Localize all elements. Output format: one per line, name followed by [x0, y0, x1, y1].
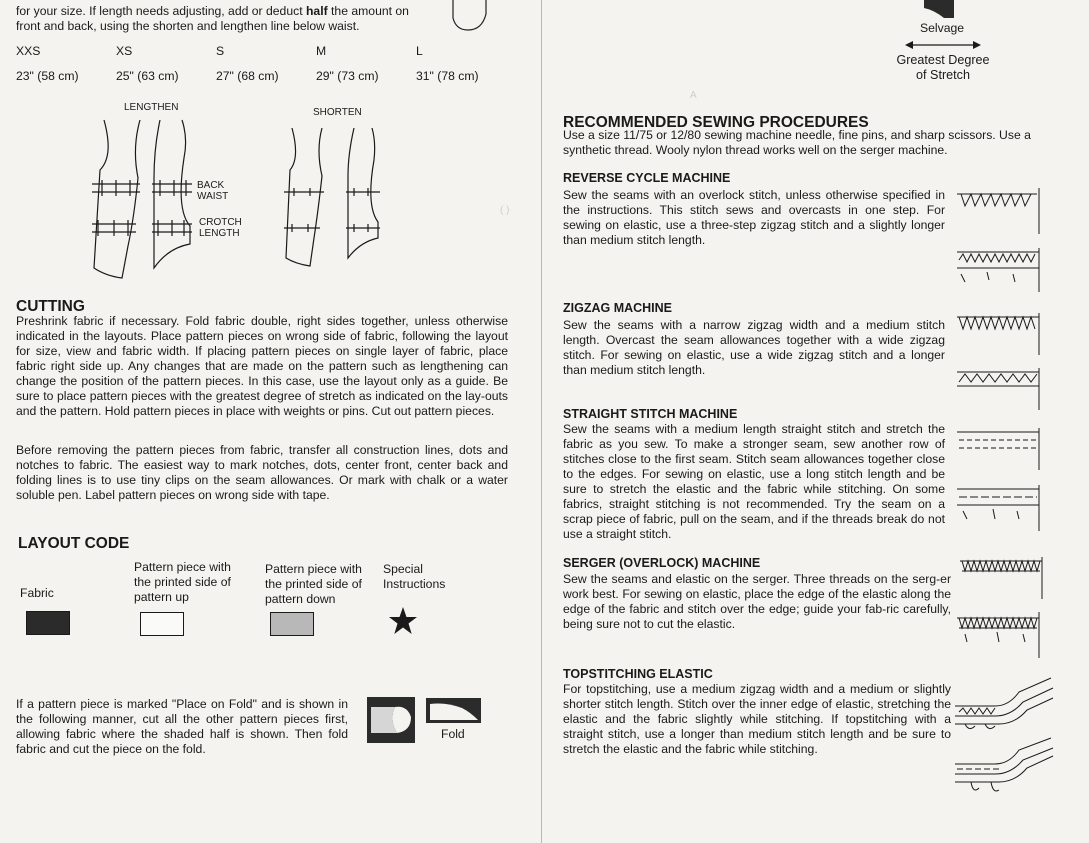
shorten-diagram: [280, 126, 400, 276]
length-xs: 25" (63 cm): [116, 69, 179, 83]
size-xxs: XXS: [16, 44, 41, 58]
size-s: S: [216, 44, 225, 58]
straight-stitch-heading: STRAIGHT STITCH MACHINE: [563, 407, 738, 421]
place-on-fold-diagram: [367, 697, 417, 745]
printed-down-swatch: [270, 612, 314, 636]
lengthen-label: LENGTHEN: [124, 102, 179, 113]
star-icon: [388, 606, 418, 636]
crotch-length-label: CROTCH LENGTH: [199, 217, 242, 239]
intro-text: for your size. If length needs adjusting, add or deduct half the amount on front and back, using the shorten and lengthen line below waist.: [16, 4, 409, 33]
fold-piece-diagram: [426, 698, 482, 724]
length-xxs: 23" (58 cm): [16, 69, 79, 83]
topstitch-zigzag-diagram: [955, 672, 1055, 732]
straight-stitch-seam-diagram: [957, 428, 1043, 472]
stretch-arrow-icon: [905, 39, 981, 51]
length-s: 27" (68 cm): [216, 69, 279, 83]
serger-elastic-diagram: [957, 612, 1043, 660]
zigzag-heading: ZIGZAG MACHINE: [563, 301, 673, 315]
stretch-label: Greatest Degree of Stretch: [896, 53, 990, 82]
shorten-label: SHORTEN: [313, 107, 362, 118]
straight-stitch-elastic-diagram: [957, 485, 1043, 533]
reverse-cycle-heading: REVERSE CYCLE MACHINE: [563, 171, 731, 185]
back-waist-label: BACK WAIST: [197, 180, 229, 202]
narrow-zigzag-diagram: [957, 313, 1043, 357]
legend-printed-up-label: Pattern piece with the printed side of pattern up: [134, 560, 231, 604]
sewing-procedures-intro: Use a size 11/75 or 12/80 sewing machine needle, fine pins, and sharp scissors. Use a synthetic thread. Wooly nylon thread works well on the serger machine.: [563, 128, 1031, 157]
size-xs: XS: [116, 44, 133, 58]
lengthen-diagram: [88, 118, 288, 288]
zigzag-body: Sew the seams with a narrow zigzag width and a medium stitch length. Overcast the seam allowances together with a wide zigzag stitch. For sewing on elastic, use a wide zigzag stitch and a longer than medium stitch length.: [563, 318, 945, 377]
fabric-swatch: [26, 611, 70, 635]
topstitching-body: For topstitching, use a medium zigzag width and a medium or slightly shorter stitch length. Stitch over the inner edge of elastic, stretching the elastic and the fabric slightly while stitching. If topstitching with a straight stitch, use a longer than medium stitch length and be sure to stretch the elastic and the fabric while stitching.: [563, 682, 951, 756]
page-fold: [541, 0, 542, 843]
selvage-label: Selvage: [920, 21, 965, 35]
overlock-stitch-diagram: [957, 188, 1043, 236]
length-m: 29" (73 cm): [316, 69, 379, 83]
legend-special-label: Special Instructions: [383, 562, 446, 591]
straight-stitch-body: Sew the seams with a medium length straight stitch and stretch the fabric as you sew. To make a stronger seam, sew another row of stitches close to the first seam. Stitch seam allowances together close to the edges. For sewing on elastic, use a long stitch length and be sure to stretch the elastic and the fabric while stitching. On some fabrics, straight stitching is not recommended. Try the seam on a scrap piece of fabric, pull on the seam, and if the threads break do not use a straight stitch.: [563, 422, 945, 541]
topstitch-straight-diagram: [955, 738, 1055, 802]
size-m: M: [316, 44, 327, 58]
legend-printed-down-label: Pattern piece with the printed side of pattern down: [265, 562, 362, 606]
wide-zigzag-diagram: [957, 368, 1043, 412]
topstitching-heading: TOPSTITCHING ELASTIC: [563, 667, 713, 681]
serger-heading: SERGER (OVERLOCK) MACHINE: [563, 556, 761, 570]
layout-code-heading: LAYOUT CODE: [18, 535, 130, 552]
legend-fabric-label: Fabric: [20, 586, 54, 600]
fold-label: Fold: [441, 727, 465, 741]
printed-up-swatch: [140, 612, 184, 636]
reverse-cycle-body: Sew the seams with an overlock stitch, unless otherwise specified in the instructions. This stitch sews and overcasts in one step. For sewing on elastic, use a three-step zigzag stitch and a slightly longer than medium stitch length.: [563, 188, 945, 247]
serger-body: Sew the seams and elastic on the serger. Three threads on the serg-er work best. For sewing on elastic, place the edge of the elastic along the edge of the fabric and stitch over the edge; guide your fab-ric carefully, being sure not to cut the elastic.: [563, 572, 951, 631]
cutting-paragraph-1: Preshrink fabric if necessary. Fold fabric double, right sides together, unless otherwise indicated in the layouts. Place pattern pieces on wrong side of fabric, following the layout for size, view and fabric width. If placing pattern pieces on single layer of fabric, place fabric right side up. Any changes that are made on the pattern such as lengthening can change the position of the pattern pieces. In this case, use the layout only as a guide. Be sure to place pattern pieces with the greatest degree of stretch as indicated on the lay-outs and the pattern. Hold pattern pieces in place with weights or pins. Cut out pattern pieces.: [16, 314, 508, 418]
cutting-paragraph-2: Before removing the pattern pieces from fabric, transfer all construction lines, dots and notches to fabric. The easiest way to mark notches, dots, center front, center back and folding lines is to use tiny clips on the seam allowances. Or mark with chalk or a water soluble pen. Label pattern pieces on wrong side with tape.: [16, 443, 508, 502]
sewing-procedures-heading: RECOMMENDED SEWING PROCEDURES: [563, 114, 869, 131]
serger-seam-diagram: [960, 557, 1046, 601]
selvage-marker-icon: [924, 0, 954, 20]
pattern-fragment-icon: [448, 0, 498, 35]
cutting-heading: CUTTING: [16, 298, 85, 315]
three-step-zigzag-diagram: [957, 248, 1043, 294]
length-l: 31" (78 cm): [416, 69, 479, 83]
size-l: L: [416, 44, 423, 58]
fold-paragraph: If a pattern piece is marked "Place on Fold" and is shown in the following manner, cut all the other pattern pieces first, allowing fabric where the shaded half is shown. Then fold fabric and cut the piece on the fold.: [16, 697, 348, 756]
